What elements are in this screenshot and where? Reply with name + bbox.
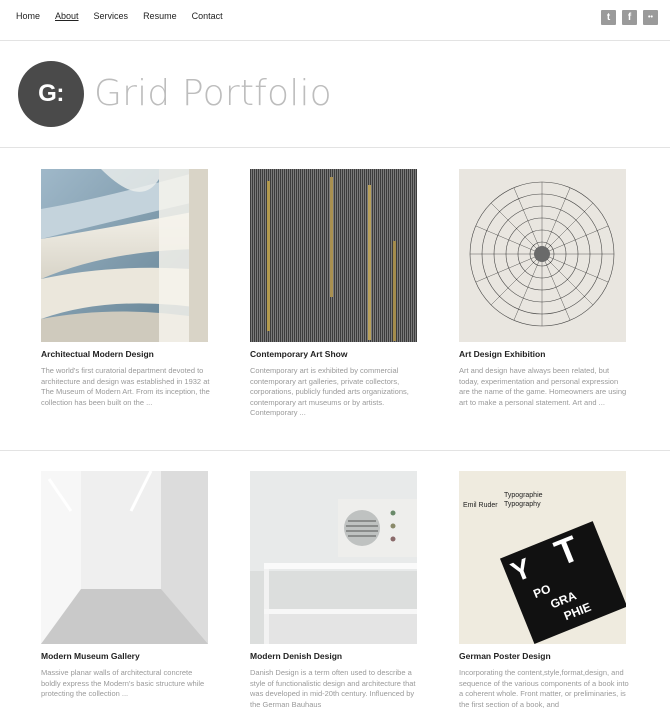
nav-resume[interactable]: Resume: [143, 11, 177, 21]
site-title[interactable]: Grid Portfolio: [94, 73, 332, 114]
poster-letter-y: Y: [506, 552, 536, 588]
thumbnail-architecture[interactable]: [41, 169, 208, 342]
item-excerpt: Art and design have always been related, but today, experimentation and personal expression are the name of the game. Homeowners are using art to make a personal statement. Art and ...: [459, 366, 627, 407]
contemporary-art-image: [250, 169, 417, 342]
item-excerpt: Contemporary art is exhibited by commercial contemporary art galleries, private collectors, corporations, publicly funded arts organizations, contemporary art museums or by artists. Contemporary ...: [250, 366, 409, 417]
poster-letter-t: T: [548, 527, 585, 574]
item-excerpt: Massive planar walls of architectural concrete boldly express the Modern's basic structure while protecting the collection ...: [41, 668, 205, 698]
item-excerpt: Danish Design is a term often used to describe a style of functionalistic design and architecture that was developed in mid-20th century. Influenced by the German Bauhaus: [250, 668, 416, 709]
poster-gra: GRA: [548, 588, 579, 612]
thumbnail-museum-gallery[interactable]: [41, 471, 208, 644]
architecture-image: [41, 169, 208, 342]
poster-title-de: Typographie: [504, 492, 543, 499]
nav-about[interactable]: About: [55, 11, 79, 21]
item-title[interactable]: Modern Museum Gallery: [41, 651, 140, 661]
item-title[interactable]: Modern Denish Design: [250, 651, 343, 661]
museum-gallery-image: [41, 471, 208, 644]
art-design-image: [459, 169, 626, 342]
nav-services[interactable]: Services: [93, 11, 129, 21]
poster-title-en: Typography: [504, 501, 541, 508]
thumbnail-art-design[interactable]: [459, 169, 626, 342]
nav-contact[interactable]: Contact: [191, 11, 223, 21]
item-excerpt: Incorporating the content,style,format,design, and sequence of the various components of a book into a coherent whole. Front matter, or preliminaries, is the first section of a book, and: [459, 668, 629, 709]
item-title[interactable]: German Poster Design: [459, 651, 551, 661]
thumbnail-german-poster[interactable]: [459, 471, 626, 644]
logo[interactable]: G:: [18, 61, 84, 127]
portfolio-row-2: [0, 450, 670, 709]
main-nav: [16, 11, 238, 22]
social-links: [601, 10, 658, 25]
facebook-icon[interactable]: f: [622, 10, 637, 25]
item-title[interactable]: Contemporary Art Show: [250, 349, 348, 359]
poster-phie: PHIE: [561, 599, 594, 624]
thumbnail-contemporary-art[interactable]: [250, 169, 417, 342]
poster-author: Emil Ruder: [463, 502, 498, 509]
nav-home[interactable]: Home: [16, 11, 41, 21]
portfolio-row-1: [0, 149, 670, 449]
item-excerpt: The world's first curatorial department devoted to architecture and design was established in 1932 at The Museum of Modern Art. From its inception, the collection has been built on the ...: [41, 366, 210, 407]
danish-design-image: [250, 471, 417, 644]
twitter-icon[interactable]: t: [601, 10, 616, 25]
poster-po: PO: [531, 581, 553, 602]
german-poster-image: [459, 471, 626, 644]
flickr-icon[interactable]: ••: [643, 10, 658, 25]
item-title[interactable]: Art Design Exhibition: [459, 349, 546, 359]
thumbnail-danish-design[interactable]: [250, 471, 417, 644]
top-bar: [0, 0, 670, 41]
item-title[interactable]: Architectual Modern Design: [41, 349, 154, 359]
site-header: [0, 41, 670, 148]
